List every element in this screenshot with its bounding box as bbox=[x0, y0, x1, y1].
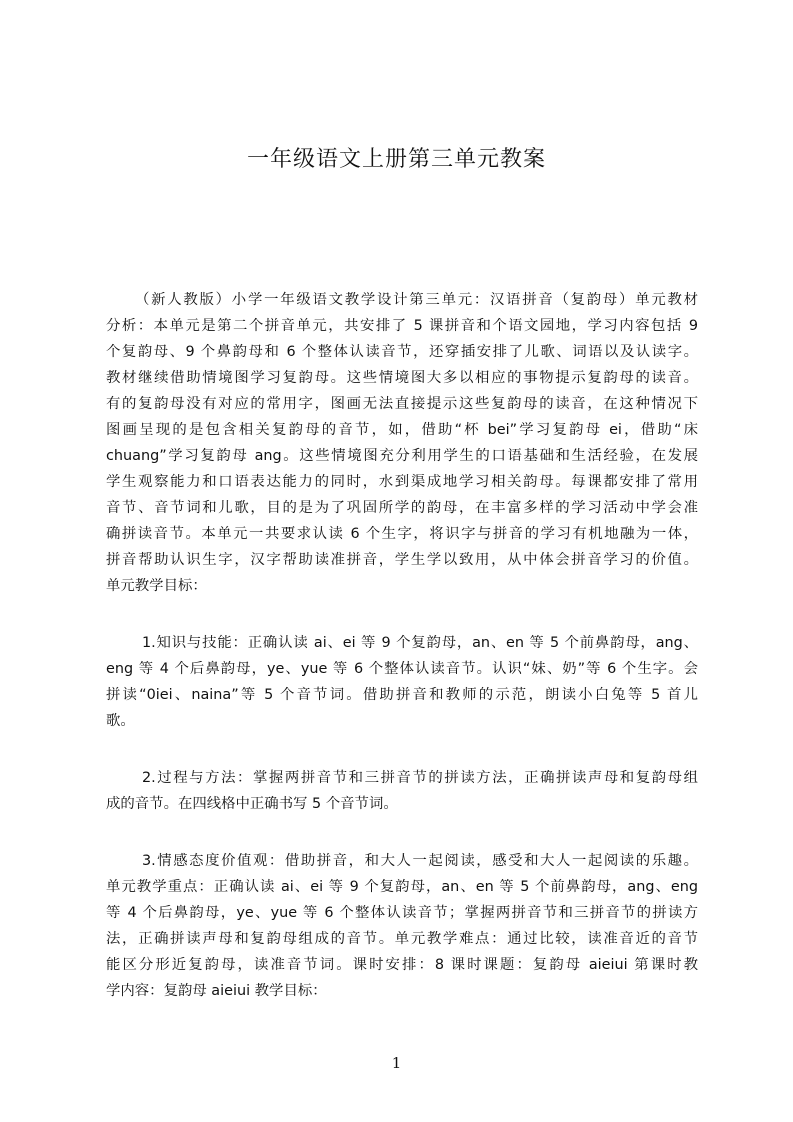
paragraph-1-line-9: 音节、音节词和儿歌，目的是为了巩固所学的韵母，在丰富多样的学习活动中学会准 bbox=[106, 500, 698, 516]
paragraph-1-line-1: （新人教版）小学一年级语文教学设计第三单元：汉语拼音（复韵母）单元教材 bbox=[135, 292, 698, 308]
paragraph-4-line-4: 法，正确拼读声母和复韵母组成的音节。单元教学难点：通过比较，读准音近的音节 bbox=[106, 931, 698, 947]
paragraph-2-line-4: 歌。 bbox=[106, 713, 135, 729]
paragraph-1-line-5: 有的复韵母没有对应的常用字，图画无法直接提示这些复韵母的读音，在这种情况下 bbox=[106, 396, 698, 412]
paragraph-4-line-6: 学内容：复韵母 aieiui 教学目标： bbox=[106, 983, 327, 999]
paragraph-1-line-7: chuang”学习复韵母 ang。这些情境图充分利用学生的口语基础和生活经验，在发展 bbox=[106, 448, 698, 464]
document-title: 一年级语文上册第三单元教案 bbox=[246, 147, 546, 172]
paragraph-1-line-6: 图画呈现的是包含相关复韵母的音节，如，借助“杯 bei”学习复韵母 ei，借助“床 bbox=[106, 422, 698, 438]
paragraph-1-line-8: 学生观察能力和口语表达能力的同时，水到渠成地学习相关韵母。每课都安排了常用 bbox=[106, 474, 698, 490]
paragraph-1-line-4: 教材继续借助情境图学习复韵母。这些情境图大多以相应的事物提示复韵母的读音。 bbox=[106, 370, 698, 386]
paragraph-2-line-1: 1.知识与技能：正确认读 ai、ei 等 9 个复韵母，an、en 等 5 个前鼻韵母，ang、 bbox=[142, 635, 698, 651]
paragraph-1-line-3: 个复韵母、9 个鼻韵母和 6 个整体认读音节，还穿插安排了儿歌、词语以及认读字。 bbox=[106, 344, 698, 360]
page-number: 1 bbox=[391, 1054, 402, 1072]
paragraph-1-line-11: 拼音帮助认识生字，汉字帮助读准拼音，学生学以致用，从中体会拼音学习的价值。 bbox=[106, 552, 698, 568]
paragraph-2-line-2: eng 等 4 个后鼻韵母，ye、yue 等 6 个整体认读音节。认识“妹、奶”等 6 个生字。会 bbox=[106, 661, 698, 677]
paragraph-2-line-3: 拼读“0iei、naina”等 5 个音节词。借助拼音和教师的示范，朗读小白兔等 5 首儿 bbox=[106, 687, 698, 703]
paragraph-1-line-12: 单元教学目标： bbox=[106, 578, 207, 594]
paragraph-4-line-1: 3.情感态度价值观：借助拼音，和大人一起阅读，感受和大人一起阅读的乐趣。 bbox=[142, 853, 698, 869]
paragraph-1-line-2: 分析：本单元是第二个拼音单元，共安排了 5 课拼音和个语文园地，学习内容包括 9 bbox=[106, 318, 698, 334]
paragraph-4-line-2: 单元教学重点：正确认读 ai、ei 等 9 个复韵母，an、en 等 5 个前鼻韵母，ang、eng bbox=[106, 879, 698, 895]
paragraph-4-line-5: 能区分形近复韵母，读准音节词。课时安排：8 课时课题：复韵母 aieiui 第课时教 bbox=[106, 957, 698, 973]
paragraph-3-line-2: 成的音节。在四线格中正确书写 5 个音节词。 bbox=[106, 796, 398, 812]
paragraph-1-line-10: 确拼读音节。本单元一共要求认读 6 个生字，将识字与拼音的学习有机地融为一体， bbox=[106, 526, 698, 542]
paragraph-3-line-1: 2.过程与方法：掌握两拼音节和三拼音节的拼读方法，正确拼读声母和复韵母组 bbox=[142, 770, 698, 786]
paragraph-4-line-3: 等 4 个后鼻韵母，ye、yue 等 6 个整体认读音节；掌握两拼音节和三拼音节的拼读方 bbox=[106, 905, 698, 921]
